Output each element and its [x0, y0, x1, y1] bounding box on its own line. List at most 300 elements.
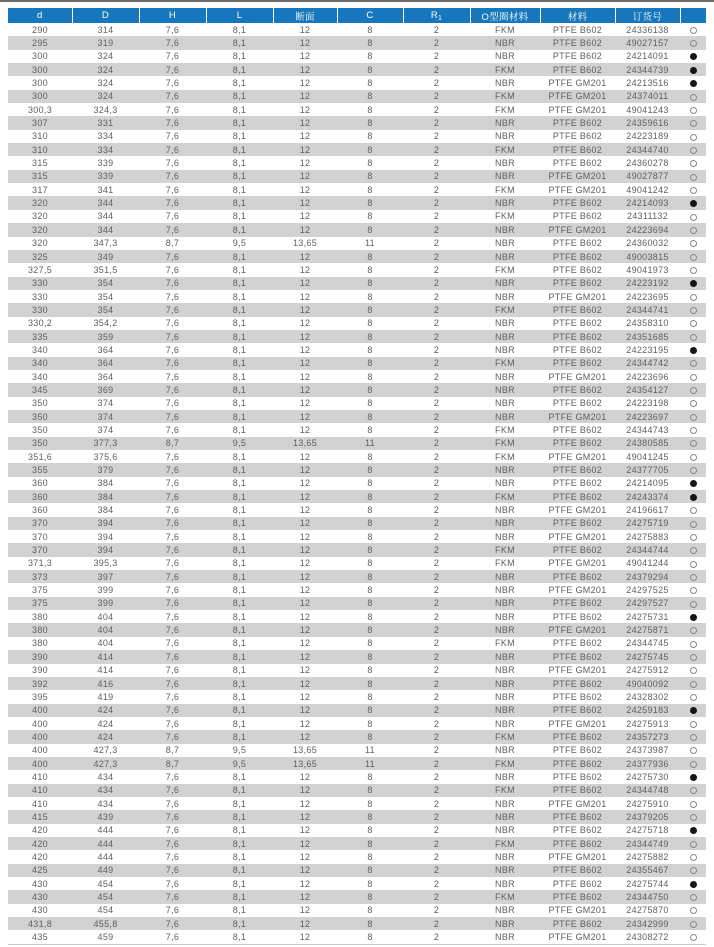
cell-d: 400	[8, 730, 72, 743]
cell-D: 384	[72, 490, 139, 503]
cell-C: 8	[337, 784, 403, 797]
cell-avail	[680, 170, 706, 183]
cell-R1: 2	[403, 517, 470, 530]
cell-L: 8,1	[206, 810, 273, 823]
cell-d: 327,5	[27, 264, 53, 275]
cell-oring: FKM	[495, 424, 515, 435]
availability-open-circle-icon	[690, 534, 697, 541]
cell-C: 8	[337, 170, 403, 183]
cell-D: 397	[72, 570, 139, 583]
cell-sect: 12	[299, 505, 311, 516]
cell-H: 7,6	[139, 143, 206, 156]
availability-open-circle-icon	[690, 574, 697, 581]
cell-D: 344	[72, 196, 139, 209]
cell-R1: 2	[433, 238, 440, 249]
cell-L: 8,1	[232, 932, 247, 943]
cell-R1: 2	[433, 211, 440, 222]
availability-open-circle-icon	[690, 214, 697, 221]
cell-H: 7,6	[139, 597, 206, 610]
cell-L: 8,1	[232, 371, 247, 382]
cell-D: 379	[72, 463, 139, 476]
cell-C: 8	[337, 383, 403, 396]
cell-D: 334	[97, 131, 114, 142]
cell-order: 24223189	[626, 131, 669, 142]
cell-order: 24373987	[626, 745, 669, 756]
cell-d: 380	[32, 611, 48, 622]
cell-C: 8	[337, 543, 403, 556]
cell-oring: NBR	[470, 677, 540, 690]
cell-oring: FKM	[470, 784, 540, 797]
availability-open-circle-icon	[690, 374, 697, 381]
cell-d: 320	[32, 238, 48, 249]
cell-C: 8	[337, 623, 403, 636]
cell-R1: 2	[403, 143, 470, 156]
cell-L: 8,1	[206, 704, 273, 717]
cell-C: 8	[367, 104, 373, 115]
column-header-d: d	[8, 8, 72, 23]
cell-d: 395	[32, 691, 48, 702]
cell-R1: 2	[433, 104, 440, 115]
cell-avail	[680, 517, 706, 530]
cell-L: 8,1	[232, 264, 247, 275]
cell-d: 350	[8, 410, 72, 423]
cell-mat: PTFE GM201	[548, 371, 607, 382]
cell-H: 7,6	[139, 330, 206, 343]
cell-mat: PTFE GM201	[548, 932, 607, 943]
cell-D: 424	[97, 718, 114, 729]
cell-sect: 12	[273, 890, 337, 903]
cell-mat: PTFE B602	[540, 437, 615, 450]
table-row	[8, 36, 706, 49]
cell-sect: 13,65	[273, 437, 337, 450]
cell-L: 8,1	[232, 798, 247, 809]
cell-mat: PTFE B602	[552, 264, 603, 275]
availability-open-circle-icon	[690, 547, 697, 554]
cell-d: 345	[8, 383, 72, 396]
cell-C: 8	[337, 490, 403, 503]
cell-H: 7,6	[165, 51, 180, 62]
cell-R1: 2	[403, 730, 470, 743]
cell-d: 380	[8, 623, 72, 636]
cell-C: 8	[367, 905, 373, 916]
cell-mat: PTFE GM201	[548, 184, 607, 195]
cell-d: 315	[32, 158, 48, 169]
cell-mat: PTFE B602	[540, 864, 615, 877]
cell-L: 8,1	[232, 51, 247, 62]
cell-order: 24223198	[626, 398, 669, 409]
cell-C: 8	[367, 264, 373, 275]
cell-H: 7,6	[139, 63, 206, 76]
table-row	[8, 744, 706, 757]
cell-d: 340	[8, 357, 72, 370]
cell-L: 8,1	[206, 303, 273, 316]
cell-sect: 13,65	[292, 745, 318, 756]
cell-R1: 2	[433, 291, 440, 302]
cell-oring: FKM	[495, 184, 515, 195]
cell-H: 7,6	[139, 864, 206, 877]
cell-d: 290	[32, 24, 48, 35]
cell-D: 427,3	[93, 745, 118, 756]
cell-mat: PTFE GM201	[540, 170, 615, 183]
cell-avail	[680, 237, 706, 250]
cell-R1: 2	[403, 196, 470, 209]
cell-d: 340	[32, 344, 48, 355]
table-row	[8, 837, 706, 850]
availability-open-circle-icon	[690, 267, 697, 274]
cell-avail	[680, 143, 706, 156]
availability-open-circle-icon	[690, 814, 697, 821]
cell-H: 7,6	[139, 90, 206, 103]
cell-L: 8,1	[206, 650, 273, 663]
table-row	[8, 664, 706, 677]
availability-filled-circle-icon	[690, 200, 697, 207]
cell-H: 7,6	[139, 383, 206, 396]
availability-filled-circle-icon	[690, 707, 697, 714]
cell-d: 300	[32, 78, 48, 89]
cell-sect: 12	[299, 932, 311, 943]
cell-L: 8,1	[232, 825, 247, 836]
cell-H: 7,6	[165, 905, 180, 916]
cell-H: 7,6	[165, 318, 180, 329]
cell-avail	[680, 103, 706, 116]
cell-D: 364	[97, 371, 114, 382]
table-row	[8, 143, 706, 156]
cell-L: 8,1	[206, 330, 273, 343]
availability-open-circle-icon	[690, 174, 697, 181]
cell-mat: PTFE B602	[540, 757, 615, 770]
cell-L: 8,1	[232, 665, 247, 676]
cell-mat: PTFE B602	[540, 890, 615, 903]
cell-mat: PTFE GM201	[540, 90, 615, 103]
column-header-order: 订货号	[615, 8, 680, 23]
cell-avail	[680, 263, 706, 276]
availability-open-circle-icon	[690, 94, 697, 101]
cell-R1: 2	[403, 597, 470, 610]
cell-d: 390	[8, 650, 72, 663]
availability-open-circle-icon	[690, 694, 697, 701]
cell-R1: 2	[403, 677, 470, 690]
table-row	[8, 116, 706, 129]
table-row	[8, 170, 706, 183]
cell-D: 354	[72, 277, 139, 290]
cell-avail	[680, 63, 706, 76]
cell-oring: NBR	[495, 51, 515, 62]
cell-C: 11	[365, 745, 375, 756]
cell-H: 7,6	[165, 718, 180, 729]
cell-R1: 2	[403, 890, 470, 903]
availability-open-circle-icon	[690, 667, 697, 674]
cell-order: 24342999	[615, 917, 680, 930]
cell-R1: 2	[433, 771, 440, 782]
table-row	[8, 623, 706, 636]
cell-avail	[680, 650, 706, 663]
cell-avail	[680, 357, 706, 370]
table-row	[8, 423, 706, 436]
cell-sect: 12	[273, 330, 337, 343]
cell-mat: PTFE B602	[540, 650, 615, 663]
cell-mat: PTFE B602	[552, 51, 603, 62]
cell-avail	[680, 303, 706, 316]
cell-mat: PTFE GM201	[548, 585, 607, 596]
cell-oring: NBR	[495, 531, 515, 542]
cell-L: 8,1	[232, 158, 247, 169]
cell-d: 410	[32, 771, 48, 782]
table-row	[8, 290, 706, 303]
cell-L: 8,1	[206, 223, 273, 236]
cell-avail	[680, 730, 706, 743]
cell-H: 7,6	[165, 665, 180, 676]
cell-C: 8	[337, 570, 403, 583]
cell-D: 444	[97, 851, 114, 862]
availability-open-circle-icon	[690, 400, 697, 407]
cell-avail	[680, 36, 706, 49]
availability-open-circle-icon	[690, 747, 697, 754]
cell-C: 8	[367, 424, 373, 435]
cell-C: 8	[337, 303, 403, 316]
cell-sect: 12	[299, 424, 311, 435]
cell-C: 8	[367, 371, 373, 382]
cell-H: 7,6	[165, 344, 180, 355]
table-row	[8, 183, 706, 196]
cell-oring: NBR	[495, 505, 515, 516]
cell-avail	[680, 930, 706, 944]
cell-oring: FKM	[470, 757, 540, 770]
availability-open-circle-icon	[690, 561, 697, 568]
cell-mat: PTFE B602	[552, 424, 603, 435]
cell-sect: 12	[273, 277, 337, 290]
cell-oring: NBR	[495, 798, 515, 809]
cell-D: 354,2	[93, 318, 118, 329]
cell-C: 8	[367, 878, 373, 889]
cell-R1: 2	[403, 623, 470, 636]
availability-open-circle-icon	[690, 894, 697, 901]
cell-C: 8	[367, 611, 373, 622]
cell-sect: 12	[273, 837, 337, 850]
cell-sect: 12	[273, 677, 337, 690]
cell-C: 8	[337, 597, 403, 610]
cell-avail	[680, 370, 706, 383]
cell-mat: PTFE B602	[540, 597, 615, 610]
cell-R1: 2	[433, 318, 440, 329]
cell-d: 300	[8, 63, 72, 76]
cell-H: 7,6	[165, 851, 180, 862]
cell-L: 8,1	[232, 184, 247, 195]
cell-C: 8	[337, 890, 403, 903]
column-header-avail	[680, 8, 706, 23]
availability-open-circle-icon	[690, 627, 697, 634]
cell-mat: PTFE B602	[540, 36, 615, 49]
cell-D: 375,6	[93, 451, 118, 462]
cell-oring: NBR	[470, 864, 540, 877]
cell-R1: 2	[403, 757, 470, 770]
cell-d: 360	[8, 490, 72, 503]
cell-sect: 12	[299, 558, 311, 569]
cell-mat: PTFE B602	[540, 543, 615, 556]
cell-L: 8,1	[206, 196, 273, 209]
cell-mat: PTFE B602	[540, 704, 615, 717]
cell-L: 8,1	[206, 143, 273, 156]
cell-oring: NBR	[495, 344, 515, 355]
column-header-sect: 断面	[273, 8, 337, 23]
table-row	[8, 730, 706, 743]
cell-L: 8,1	[206, 490, 273, 503]
cell-R1: 2	[433, 531, 440, 542]
cell-mat: PTFE B602	[540, 810, 615, 823]
availability-open-circle-icon	[690, 681, 697, 688]
cell-D: 444	[72, 837, 139, 850]
cell-H: 7,6	[139, 277, 206, 290]
cell-L: 8,1	[206, 170, 273, 183]
table-row	[8, 850, 706, 863]
cell-D: 374	[72, 410, 139, 423]
cell-H: 7,6	[165, 878, 180, 889]
cell-C: 8	[337, 650, 403, 663]
cell-avail	[680, 864, 706, 877]
cell-sect: 12	[299, 131, 311, 142]
cell-order: 24223696	[626, 371, 669, 382]
cell-H: 7,6	[165, 691, 180, 702]
cell-D: 384	[97, 505, 114, 516]
cell-H: 7,6	[165, 825, 180, 836]
cell-R1: 2	[403, 250, 470, 263]
cell-oring: NBR	[470, 277, 540, 290]
cell-D: 394	[72, 517, 139, 530]
cell-order: 24344744	[615, 543, 680, 556]
cell-H: 7,6	[165, 451, 180, 462]
cell-avail	[680, 543, 706, 556]
table-row	[8, 503, 706, 516]
cell-d: 295	[8, 36, 72, 49]
cell-d: 330	[8, 277, 72, 290]
column-header-C: C	[337, 8, 403, 23]
cell-avail	[680, 744, 706, 757]
cell-sect: 12	[299, 478, 311, 489]
cell-C: 8	[337, 917, 403, 930]
cell-D: 384	[97, 478, 114, 489]
availability-open-circle-icon	[690, 761, 697, 768]
cell-R1: 2	[433, 798, 440, 809]
cell-D: 439	[72, 810, 139, 823]
table-row	[8, 677, 706, 690]
cell-R1: 2	[433, 585, 440, 596]
cell-avail	[680, 116, 706, 129]
cell-R1: 2	[403, 330, 470, 343]
cell-sect: 12	[299, 344, 311, 355]
availability-open-circle-icon	[690, 654, 697, 661]
cell-sect: 12	[299, 451, 311, 462]
cell-avail	[680, 383, 706, 396]
cell-R1: 2	[433, 424, 440, 435]
cell-mat: PTFE B602	[552, 611, 603, 622]
cell-avail	[680, 397, 706, 410]
cell-C: 8	[367, 398, 373, 409]
table-row	[8, 463, 706, 476]
cell-avail	[680, 530, 706, 543]
cell-mat: PTFE GM201	[548, 558, 607, 569]
availability-open-circle-icon	[690, 294, 697, 301]
cell-R1: 2	[433, 905, 440, 916]
cell-avail	[680, 557, 706, 570]
cell-sect: 12	[273, 250, 337, 263]
cell-R1: 2	[403, 837, 470, 850]
cell-order: 24275871	[615, 623, 680, 636]
availability-filled-circle-icon	[690, 881, 697, 888]
cell-D: 339	[97, 158, 114, 169]
cell-d: 317	[32, 184, 48, 195]
table-row	[8, 410, 706, 423]
cell-order: 24344749	[615, 837, 680, 850]
cell-mat: PTFE B602	[540, 277, 615, 290]
cell-avail	[680, 570, 706, 583]
cell-oring: NBR	[495, 78, 515, 89]
cell-oring: FKM	[470, 837, 540, 850]
cell-D: 364	[97, 344, 114, 355]
cell-oring: NBR	[495, 611, 515, 622]
cell-oring: NBR	[495, 478, 515, 489]
cell-avail	[680, 330, 706, 343]
cell-C: 8	[367, 851, 373, 862]
cell-H: 7,6	[165, 478, 180, 489]
cell-order: 24214095	[626, 478, 669, 489]
cell-avail	[680, 583, 706, 596]
cell-H: 7,6	[165, 611, 180, 622]
cell-order: 24377936	[615, 757, 680, 770]
cell-mat: PTFE B602	[540, 570, 615, 583]
column-header-L: L	[206, 8, 273, 23]
cell-avail	[680, 770, 706, 783]
cell-sect: 12	[273, 570, 337, 583]
cell-D: 454	[97, 878, 114, 889]
availability-open-circle-icon	[690, 240, 697, 247]
cell-sect: 12	[273, 597, 337, 610]
cell-H: 7,6	[165, 585, 180, 596]
cell-oring: FKM	[470, 437, 540, 450]
table-row	[8, 757, 706, 770]
cell-order: 49003815	[615, 250, 680, 263]
cell-sect: 12	[273, 383, 337, 396]
cell-sect: 12	[273, 623, 337, 636]
table-row	[8, 877, 706, 890]
table-header-row	[8, 8, 706, 23]
cell-order: 24358310	[626, 318, 669, 329]
cell-H: 7,6	[139, 250, 206, 263]
cell-oring: NBR	[495, 318, 515, 329]
cell-H: 7,6	[139, 170, 206, 183]
cell-oring: NBR	[495, 851, 515, 862]
cell-H: 7,6	[139, 810, 206, 823]
table-row	[8, 103, 706, 116]
cell-avail	[680, 50, 706, 63]
cell-sect: 12	[299, 78, 311, 89]
cell-H: 7,6	[139, 410, 206, 423]
cell-sect: 12	[273, 543, 337, 556]
cell-mat: PTFE B602	[552, 478, 603, 489]
table-row	[8, 637, 706, 650]
cell-sect: 12	[299, 691, 311, 702]
cell-D: 347,3	[93, 238, 118, 249]
cell-mat: PTFE B602	[540, 784, 615, 797]
cell-C: 8	[337, 277, 403, 290]
cell-mat: PTFE GM201	[548, 851, 607, 862]
cell-R1: 2	[403, 810, 470, 823]
cell-D: 331	[72, 116, 139, 129]
cell-mat: PTFE B602	[552, 878, 603, 889]
cell-R1: 2	[403, 170, 470, 183]
cell-d: 360	[32, 505, 48, 516]
cell-L: 8,1	[206, 837, 273, 850]
cell-mat: PTFE B602	[552, 238, 603, 249]
cell-H: 7,6	[139, 890, 206, 903]
